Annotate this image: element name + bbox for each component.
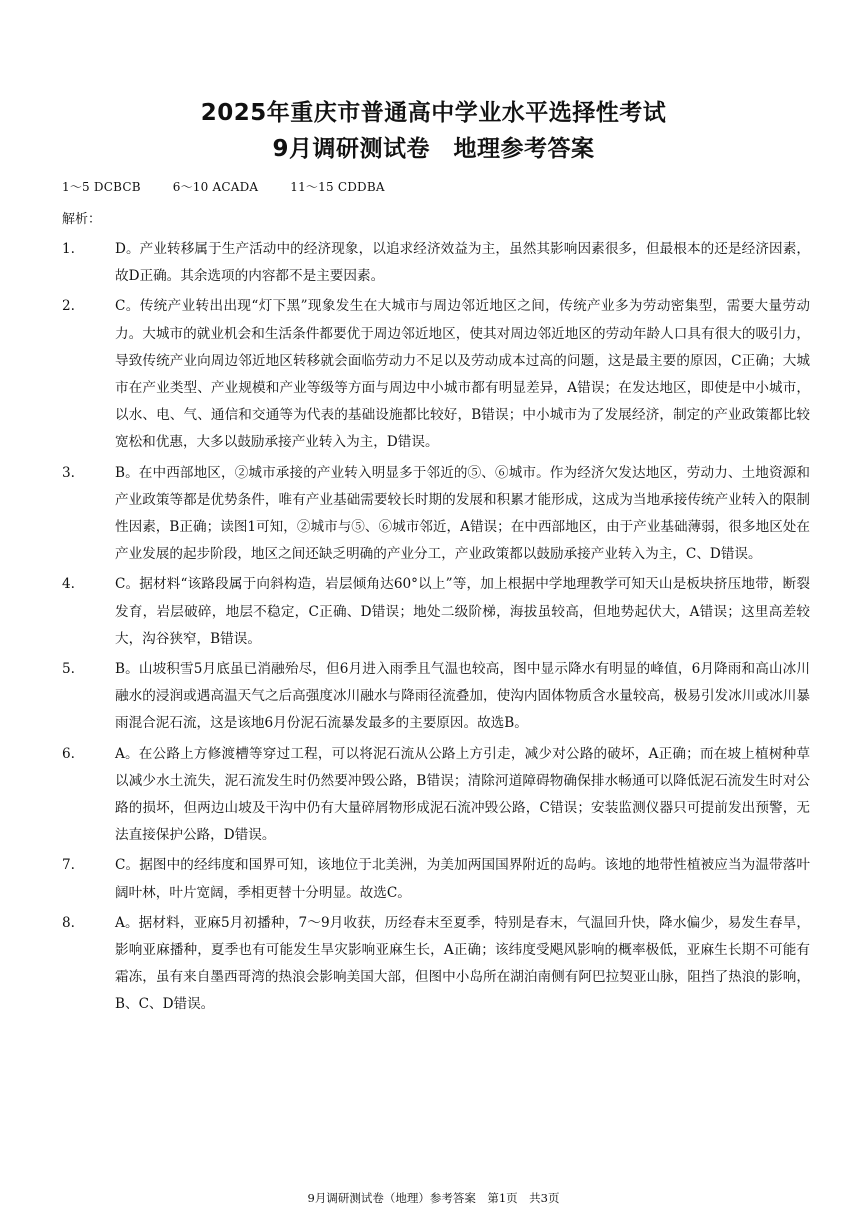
- answer-group-2: 6～10 ACADA: [172, 180, 259, 194]
- analysis-label: 解析：: [62, 212, 102, 227]
- item-text: A。据材料，亚麻5月初播种，7～9月收获，历经春末至夏季，特别是春末，气温回升快，降水偏少，易发生春旱，影响亚麻播种，夏季也有可能发生旱灾影响亚麻生长，A正确；该纬度受飓风影响的概率极低，亚麻生长期不可能有霜冻，虽有来自墨西哥湾的热浪会影响美国大部，但图中小岛所在湖泊南侧有阿巴拉契亚山脉，阻挡了热浪的影响，B、C、D错误。: [115, 914, 810, 1013]
- page-subtitle: 9月调研测试卷 地理参考答案: [272, 136, 595, 162]
- page-title: 2025年重庆市普通高中学业水平选择性考试: [200, 100, 667, 126]
- item-number: 4.: [62, 576, 75, 593]
- analysis-item-8: [62, 910, 810, 1019]
- analysis-list: [62, 236, 810, 1022]
- item-text: C。据材料“该路段属于向斜构造，岩层倾角达60°以上”等，加上根据中学地理教学可知天山是板块挤压地带，断裂发育，岩层破碎，地层不稳定，C正确、D错误；地处二级阶梯，海拔虽较高，但地势起伏大，A错误；这里高差较大，沟谷狭窄，B错误。: [115, 576, 810, 647]
- item-text: C。据图中的经纬度和国界可知，该地位于北美洲，为美加两国国界附近的岛屿。该地的地带性植被应当为温带落叶阔叶林，叶片宽阔，季相更替十分明显。故选C。: [115, 857, 810, 901]
- analysis-item-6: [62, 741, 810, 850]
- answer-summary: [62, 178, 417, 195]
- item-number: 3.: [62, 464, 75, 481]
- item-number: 8.: [62, 914, 75, 931]
- item-number: 2.: [62, 298, 75, 315]
- page-footer: 9月调研测试卷（地理）参考答案 第1页 共3页: [307, 1191, 560, 1205]
- analysis-item-2: [62, 293, 810, 456]
- item-number: 1.: [62, 241, 75, 257]
- answer-group-3: 11～15 CDDBA: [290, 180, 385, 194]
- analysis-item-7: [62, 852, 810, 906]
- analysis-item-4: [62, 571, 810, 653]
- analysis-item-5: [62, 656, 810, 738]
- item-text: B。山坡积雪5月底虽已消融殆尽，但6月进入雨季且气温也较高，图中显示降水有明显的峰值，6月降雨和高山冰川融水的浸润或遇高温天气之后高强度冰川融水与降雨径流叠加，使沟内固体物质含水量较高，极易引发冰川或冰川暴雨混合泥石流，这是该地6月份泥石流暴发最多的主要原因。故选B。: [115, 661, 810, 732]
- item-text: B。在中西部地区，②城市承接的产业转入明显多于邻近的⑤、⑥城市。作为经济欠发达地区，劳动力、土地资源和产业政策等都是优势条件，唯有产业基础需要较长时期的发展和积累才能形成，这成为当地承接传统产业转入的限制性因素，B正确；读图1可知，②城市与⑤、⑥城市邻近，A错误；在中西部地区，由于产业基础薄弱，很多地区处在产业发展的起步阶段，地区之间还缺乏明确的产业分工，产业政策都以鼓励承接产业转入为主，C、D错误。: [115, 464, 810, 563]
- analysis-item-3: [62, 460, 810, 569]
- item-number: 7.: [62, 857, 75, 874]
- item-text: C。传统产业转出出现“灯下黑”现象发生在大城市与周边邻近地区之间，传统产业多为劳动密集型，需要大量劳动力。大城市的就业机会和生活条件都要优于周边邻近地区，使其对周边邻近地区的劳动年龄人口具有很大的吸引力，导致传统产业向周边邻近地区转移就会面临劳动力不足以及劳动成本过高的问题，这是最主要的原因，C正确；大城市在产业类型、产业规模和产业等级等方面与周边中小城市都有明显差异，A错误；在发达地区，即使是中小城市，以水、电、气、通信和交通等为代表的基础设施都比较好，B错误；中小城市为了发展经济，制定的产业政策都比较宽松和优惠，大多以鼓励承接产业转入为主，D错误。: [115, 298, 810, 451]
- item-text: A。在公路上方修渡槽等穿过工程，可以将泥石流从公路上方引走，减少对公路的破坏，A正确；而在坡上植树种草以减少水土流失，泥石流发生时仍然要冲毁公路，B错误；清除河道障碍物确保排水畅通可以降低泥石流发生时对公路的损坏，但两边山坡及干沟中仍有大量碎屑物形成泥石流冲毁公路，C错误；安装监测仪器只可提前发出预警，无法直接保护公路，D错误。: [115, 745, 810, 844]
- item-number: 5.: [62, 661, 75, 678]
- item-number: 6.: [62, 745, 75, 762]
- item-text: D。产业转移属于生产活动中的经济现象，以追求经济效益为主，虽然其影响因素很多，但最根本的还是经济因素，故D正确。其余选项的内容都不是主要因素。: [115, 241, 810, 285]
- analysis-item-1: [62, 236, 810, 290]
- answer-group-1: 1～5 DCBCB: [62, 180, 141, 194]
